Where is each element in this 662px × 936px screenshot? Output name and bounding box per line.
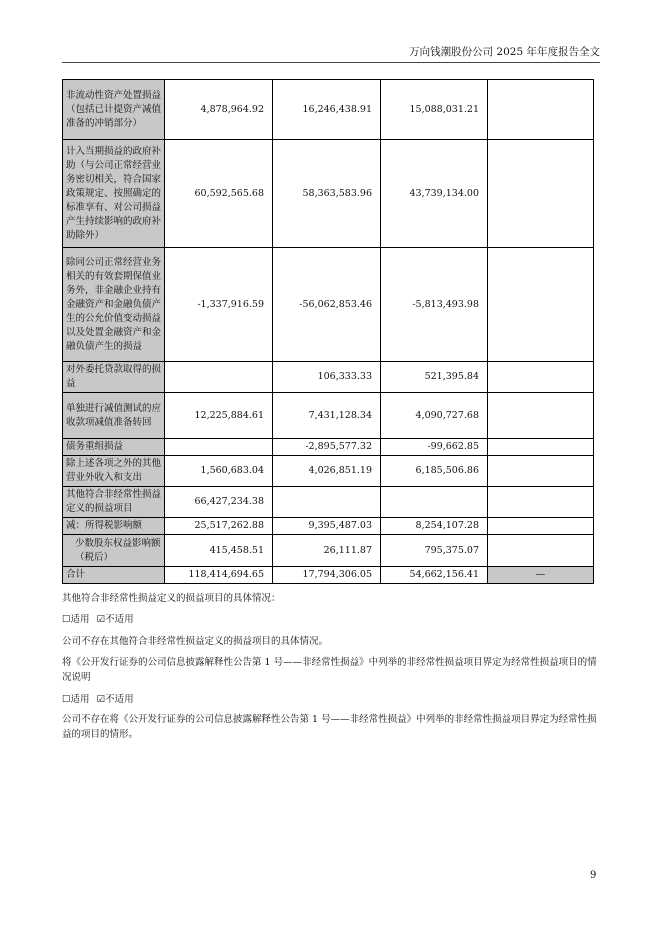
value-cell: 60,592,565.68 [165, 140, 273, 248]
value-cell: 1,560,683.04 [165, 456, 273, 487]
value-cell: 54,662,156.41 [381, 567, 488, 584]
table-row-total [63, 567, 594, 584]
page-number: 9 [590, 870, 597, 881]
table-row [63, 535, 594, 567]
value-cell: 26,111.87 [273, 535, 381, 567]
checkbox-not-applicable: ☑不适用 [96, 614, 134, 625]
note-cell [488, 80, 594, 140]
value-cell: 15,088,031.21 [381, 80, 488, 140]
report-header-title: 万向钱潮股份公司 2025 年年度报告全文 [409, 46, 600, 58]
value-cell: 12,225,884.61 [165, 393, 273, 439]
row-label: 对外委托贷款取得的损益 [63, 362, 165, 393]
header-divider [62, 62, 600, 63]
table-row [63, 439, 594, 456]
value-cell: -5,813,493.98 [381, 248, 488, 362]
note-cell [488, 362, 594, 393]
applicability-checkboxes-1 [62, 612, 600, 627]
value-cell: 58,363,583.96 [273, 140, 381, 248]
value-cell: 66,427,234.38 [165, 487, 273, 518]
value-cell: 9,395,487.03 [273, 518, 381, 535]
value-cell: -1,337,916.59 [165, 248, 273, 362]
note-cell [488, 456, 594, 487]
value-cell: -99,662.85 [381, 439, 488, 456]
value-cell: 4,878,964.92 [165, 80, 273, 140]
row-label: 合计 [63, 567, 165, 584]
table-row [63, 518, 594, 535]
value-cell: 25,517,262.88 [165, 518, 273, 535]
table-row [63, 362, 594, 393]
paragraph-reclassification-note: 将《公开发行证券的公司信息披露解释性公告第 1 号——非经常性损益》中列举的非经常性损益项目界定为经常性损益项目的情况说明 [62, 657, 597, 683]
value-cell: 795,375.07 [381, 535, 488, 567]
row-label: 单独进行减值测试的应收款项减值准备转回 [63, 393, 165, 439]
table-row [63, 140, 594, 248]
value-cell: 415,458.51 [165, 535, 273, 567]
checkbox-applicable: ☐适用 [62, 614, 90, 625]
row-label: 其他符合非经常性损益定义的损益项目 [63, 487, 165, 518]
note-cell: — [488, 567, 594, 584]
checkbox-not-applicable: ☑不适用 [96, 694, 134, 705]
checkbox-applicable: ☐适用 [62, 694, 90, 705]
value-cell: 118,414,694.65 [165, 567, 273, 584]
value-cell [381, 487, 488, 518]
value-cell: -56,062,853.46 [273, 248, 381, 362]
value-cell [165, 362, 273, 393]
value-cell: 17,794,306.05 [273, 567, 381, 584]
note-cell [488, 535, 594, 567]
paragraph-no-reclassification: 公司不存在将《公开发行证券的公司信息披露解释性公告第 1 号——非经常性损益》中列举的非经常性损益项目界定为经常性损益的项目的情形。 [62, 714, 597, 740]
table-row [63, 80, 594, 140]
value-cell: 106,333.33 [273, 362, 381, 393]
row-label: 减：所得税影响额 [63, 518, 165, 535]
applicability-checkboxes-2 [62, 692, 600, 707]
table-row [63, 456, 594, 487]
note-cell [488, 140, 594, 248]
row-label: 计入当期损益的政府补助（与公司正常经营业务密切相关，符合国家政策规定、按照确定的标准享有、对公司损益产生持续影响的政府补助除外） [63, 140, 165, 248]
note-cell [488, 393, 594, 439]
row-label: 非流动性资产处置损益（包括已计提资产减值准备的冲销部分） [63, 80, 165, 140]
note-cell [488, 248, 594, 362]
value-cell: 4,090,727.68 [381, 393, 488, 439]
value-cell: 4,026,851.19 [273, 456, 381, 487]
row-label: 债务重组损益 [63, 439, 165, 456]
non-recurring-gains-table [62, 79, 594, 584]
paragraph-no-other-items: 公司不存在其他符合非经常性损益定义的损益项目的具体情况。 [62, 636, 329, 647]
value-cell: 43,739,134.00 [381, 140, 488, 248]
value-cell: -2,895,577.32 [273, 439, 381, 456]
note-cell [488, 518, 594, 535]
table-row [63, 393, 594, 439]
note-cell [488, 487, 594, 518]
table-row [63, 248, 594, 362]
row-label: 除同公司正常经营业务相关的有效套期保值业务外，非金融企业持有金融资产和金融负债产生的公允价值变动损益以及处置金融资产和金融负债产生的损益 [63, 248, 165, 362]
value-cell [273, 487, 381, 518]
value-cell [165, 439, 273, 456]
value-cell: 8,254,107.28 [381, 518, 488, 535]
value-cell: 521,395.84 [381, 362, 488, 393]
table-row [63, 487, 594, 518]
paragraph-other-items-intro: 其他符合非经常性损益定义的损益项目的具体情况： [62, 593, 281, 604]
note-cell [488, 439, 594, 456]
value-cell: 16,246,438.91 [273, 80, 381, 140]
row-label: 少数股东权益影响额（税后） [63, 535, 165, 567]
row-label: 除上述各项之外的其他营业外收入和支出 [63, 456, 165, 487]
value-cell: 7,431,128.34 [273, 393, 381, 439]
value-cell: 6,185,506.86 [381, 456, 488, 487]
